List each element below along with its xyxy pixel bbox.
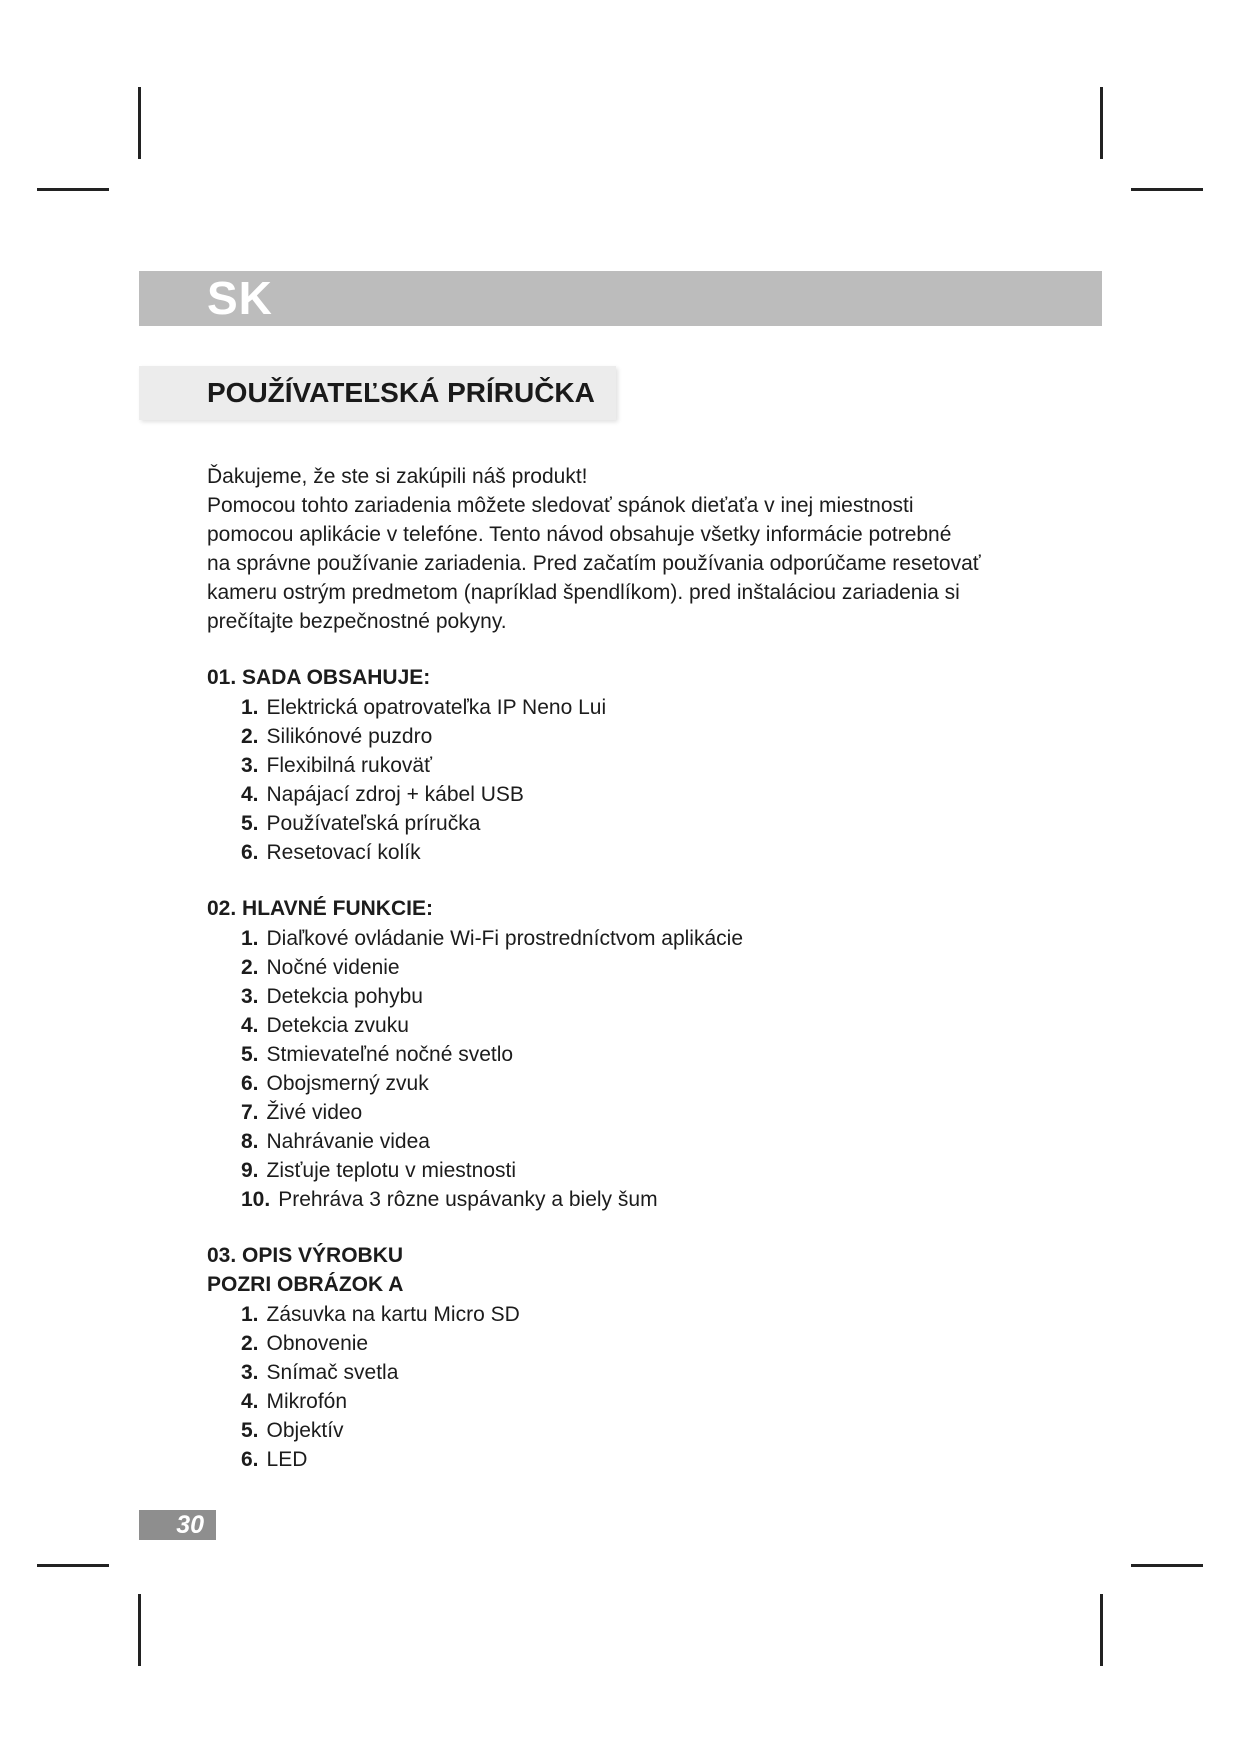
list-item xyxy=(241,1040,1087,1069)
crop-mark-bottom-right-vertical xyxy=(1100,1594,1103,1666)
intro-line: pomocou aplikácie v telefóne. Tento návod obsahuje všetky informácie potrebné xyxy=(207,523,952,546)
item-number: 4. xyxy=(241,783,259,806)
item-number: 4. xyxy=(241,1390,259,1413)
crop-mark-top-right-horizontal xyxy=(1131,188,1203,191)
item-text: LED xyxy=(266,1448,308,1471)
intro-line: Pomocou tohto zariadenia môžete sledovať spánok dieťaťa v inej miestnosti xyxy=(207,494,914,517)
item-number: 1. xyxy=(241,696,259,719)
item-number: 1. xyxy=(241,1303,259,1326)
title-band xyxy=(139,366,616,420)
item-text: Napájací zdroj + kábel USB xyxy=(266,783,524,806)
page-number: 30 xyxy=(176,1511,204,1539)
crop-mark-top-right-vertical xyxy=(1100,87,1103,159)
crop-mark-bottom-left-horizontal xyxy=(37,1564,109,1567)
section-heading: 01. SADA OBSAHUJE: xyxy=(207,666,431,689)
item-text: Snímač svetla xyxy=(266,1361,399,1384)
item-number: 7. xyxy=(241,1101,259,1124)
item-number: 5. xyxy=(241,812,259,835)
section-heading: 03. OPIS VÝROBKU xyxy=(207,1244,404,1267)
item-number: 10. xyxy=(241,1188,271,1211)
page-title: POUŽÍVATEĽSKÁ PRÍRUČKA xyxy=(207,377,595,408)
section-heading: 02. HLAVNÉ FUNKCIE: xyxy=(207,897,433,920)
item-text: Zásuvka na kartu Micro SD xyxy=(266,1303,520,1326)
intro-paragraph xyxy=(207,462,1087,636)
list-item xyxy=(241,1387,1087,1416)
item-number: 5. xyxy=(241,1043,259,1066)
section-main-features xyxy=(207,894,1087,1214)
list-item xyxy=(241,1127,1087,1156)
list-item xyxy=(241,780,1087,809)
kit-contents-list xyxy=(207,693,1087,867)
list-item xyxy=(241,838,1087,867)
list-item xyxy=(241,924,1087,953)
item-number: 3. xyxy=(241,1361,259,1384)
language-code: SK xyxy=(207,272,273,324)
list-item xyxy=(241,1185,1087,1214)
intro-line: Ďakujeme, že ste si zakúpili náš produkt! xyxy=(207,465,588,488)
item-text: Flexibilná rukoväť xyxy=(266,754,432,777)
list-item xyxy=(241,809,1087,838)
list-item xyxy=(241,1300,1087,1329)
list-item xyxy=(241,751,1087,780)
list-item xyxy=(241,982,1087,1011)
list-item xyxy=(241,693,1087,722)
list-item xyxy=(241,1098,1087,1127)
intro-line: prečítajte bezpečnostné pokyny. xyxy=(207,610,507,633)
list-item xyxy=(241,1069,1087,1098)
list-item xyxy=(241,1011,1087,1040)
item-number: 9. xyxy=(241,1159,259,1182)
item-text: Prehráva 3 rôzne uspávanky a biely šum xyxy=(278,1188,658,1211)
list-item xyxy=(241,1156,1087,1185)
intro-line: na správne používanie zariadenia. Pred začatím používania odporúčame resetovať xyxy=(207,552,981,575)
item-number: 2. xyxy=(241,725,259,748)
item-text: Elektrická opatrovateľka IP Neno Lui xyxy=(266,696,607,719)
crop-mark-bottom-right-horizontal xyxy=(1131,1564,1203,1567)
item-number: 6. xyxy=(241,1072,259,1095)
item-number: 1. xyxy=(241,927,259,950)
item-number: 8. xyxy=(241,1130,259,1153)
list-item xyxy=(241,722,1087,751)
item-text: Detekcia pohybu xyxy=(266,985,423,1008)
item-number: 6. xyxy=(241,841,259,864)
section-subheading: POZRI OBRÁZOK A xyxy=(207,1273,404,1296)
item-text: Resetovací kolík xyxy=(266,841,421,864)
list-item xyxy=(241,1358,1087,1387)
item-text: Detekcia zvuku xyxy=(266,1014,409,1037)
item-text: Silikónové puzdro xyxy=(266,725,433,748)
section-kit-contents xyxy=(207,663,1087,867)
list-item xyxy=(241,1329,1087,1358)
item-number: 6. xyxy=(241,1448,259,1471)
item-number: 2. xyxy=(241,1332,259,1355)
document-body xyxy=(207,462,1087,1474)
item-text: Diaľkové ovládanie Wi-Fi prostredníctvom aplikácie xyxy=(266,927,743,950)
item-text: Nočné videnie xyxy=(266,956,400,979)
item-number: 3. xyxy=(241,754,259,777)
language-band xyxy=(139,271,1102,326)
list-item xyxy=(241,1416,1087,1445)
item-number: 4. xyxy=(241,1014,259,1037)
crop-mark-bottom-left-vertical xyxy=(138,1594,141,1666)
list-item xyxy=(241,1445,1087,1474)
crop-mark-top-left-horizontal xyxy=(37,188,109,191)
item-text: Mikrofón xyxy=(266,1390,348,1413)
item-text: Obnovenie xyxy=(266,1332,369,1355)
item-number: 2. xyxy=(241,956,259,979)
item-number: 3. xyxy=(241,985,259,1008)
intro-line: kameru ostrým predmetom (napríklad špendlíkom). pred inštaláciou zariadenia si xyxy=(207,581,960,604)
item-text: Používateľská príručka xyxy=(266,812,481,835)
product-parts-list xyxy=(207,1300,1087,1474)
item-text: Stmievateľné nočné svetlo xyxy=(266,1043,514,1066)
page-number-box xyxy=(139,1510,216,1540)
section-product-description xyxy=(207,1241,1087,1474)
item-text: Živé video xyxy=(266,1101,363,1124)
item-text: Objektív xyxy=(266,1419,344,1442)
item-text: Nahrávanie videa xyxy=(266,1130,430,1153)
crop-mark-top-left-vertical xyxy=(138,87,141,159)
item-number: 5. xyxy=(241,1419,259,1442)
list-item xyxy=(241,953,1087,982)
item-text: Zisťuje teplotu v miestnosti xyxy=(266,1159,516,1182)
item-text: Obojsmerný zvuk xyxy=(266,1072,429,1095)
main-features-list xyxy=(207,924,1087,1214)
